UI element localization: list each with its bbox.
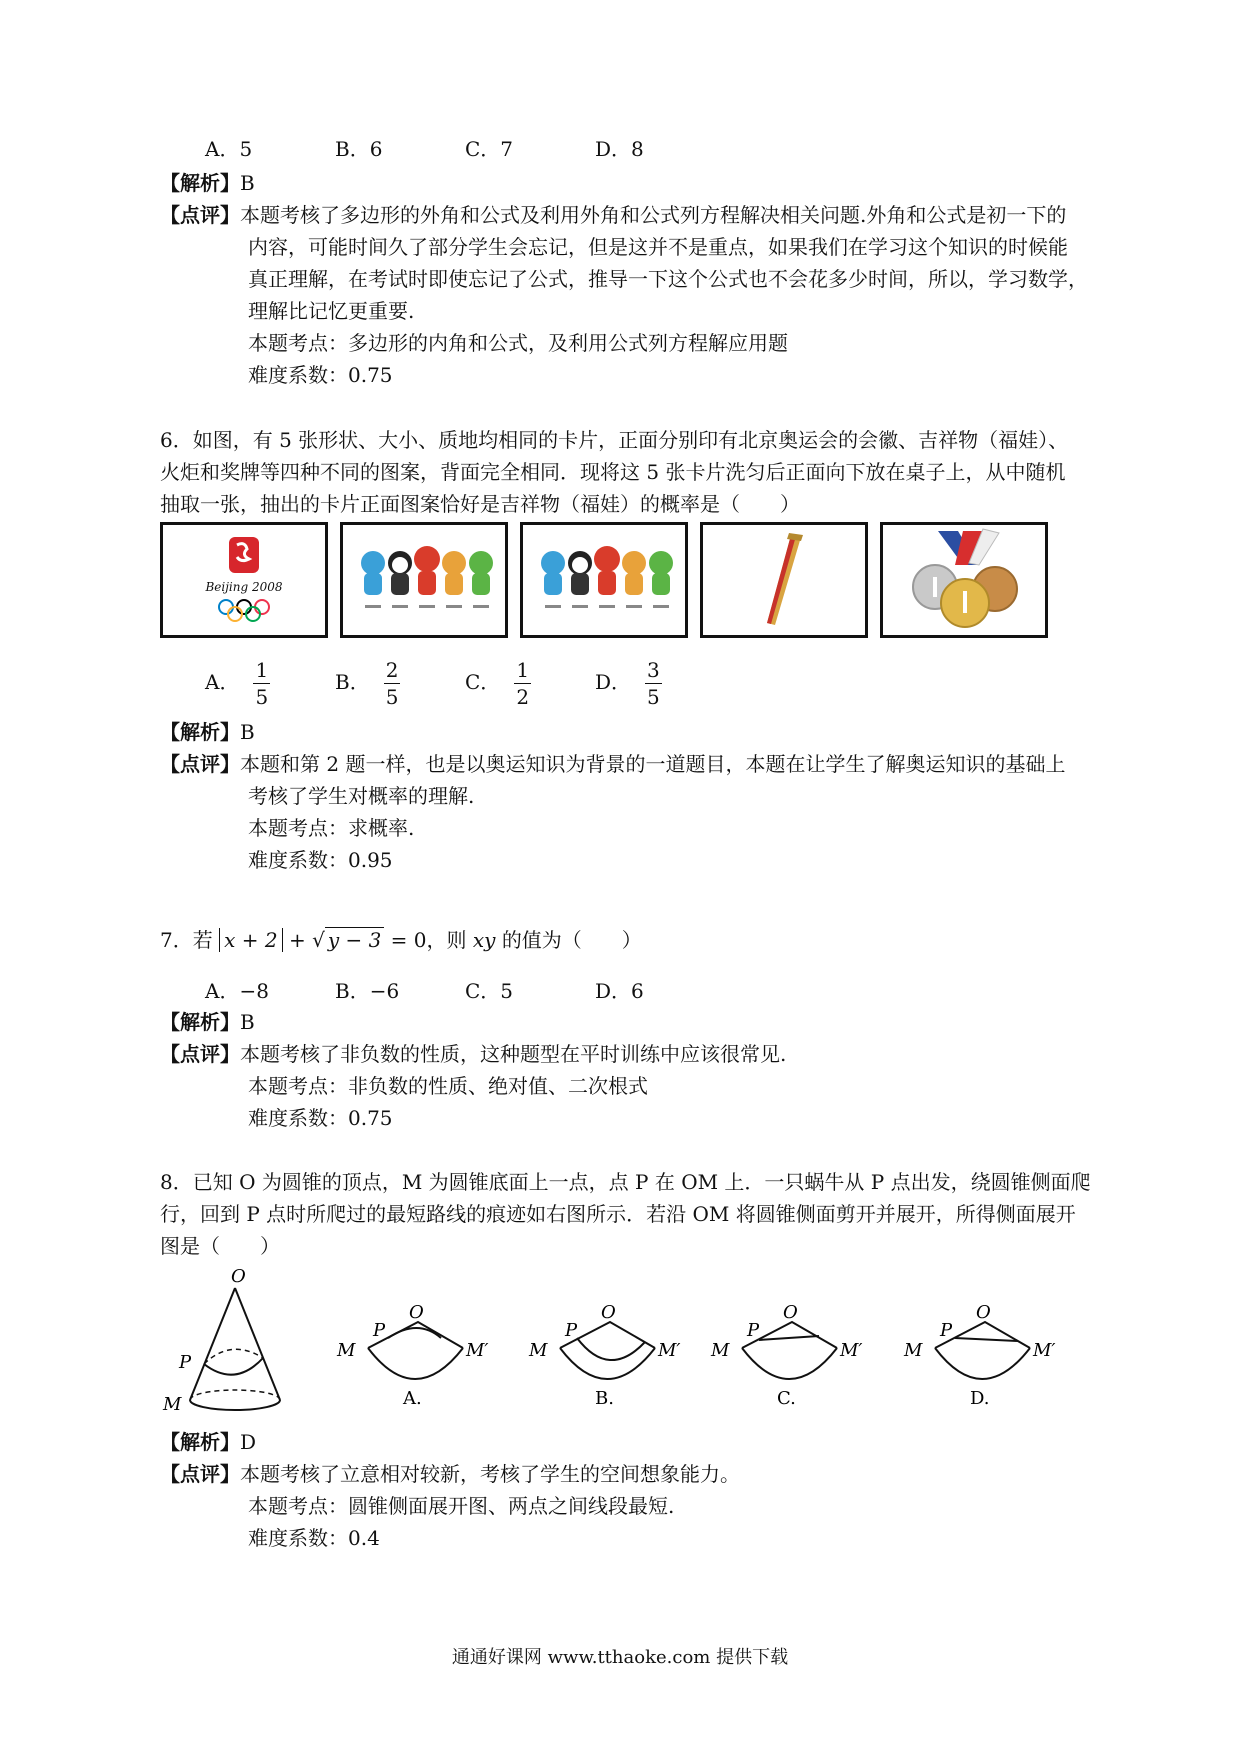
card-torch (700, 522, 868, 638)
olympic-emblem-icon (163, 525, 325, 635)
svg-text:P: P (373, 1320, 386, 1341)
option-letter: D. (970, 1388, 990, 1409)
svg-text:M′: M′ (840, 1340, 863, 1361)
numerator: 2 (385, 658, 399, 682)
svg-text:M: M (904, 1340, 923, 1361)
svg-text:P: P (747, 1320, 760, 1341)
dianping-label: 【点评】 (160, 203, 240, 227)
denominator: 2 (516, 685, 530, 709)
q6-question-line: 抽取一张，抽出的卡片正面图案恰好是吉祥物（福娃）的概率是（ ） (160, 492, 800, 516)
card-medals (880, 522, 1048, 638)
q6-option-letter: A． (205, 670, 240, 694)
q6-dianping (160, 748, 1065, 777)
svg-text:M′: M′ (658, 1340, 681, 1361)
q7-option-d: D．6 (595, 979, 644, 1003)
fraction (384, 657, 401, 710)
jiexi-label: 【解析】 (160, 1430, 240, 1454)
denominator: 5 (255, 685, 269, 709)
svg-text:O: O (976, 1302, 991, 1323)
q7-question (160, 924, 642, 953)
svg-text:O: O (409, 1302, 424, 1323)
q7-nandu: 难度系数：0.75 (248, 1106, 393, 1130)
q6-jiexi (160, 716, 255, 745)
mascots-icon (523, 525, 685, 635)
sqrt-icon: √ (312, 928, 325, 952)
q7-kaodian: 本题考点：非负数的性质、绝对值、二次根式 (248, 1074, 648, 1098)
q6-nandu: 难度系数：0.95 (248, 848, 393, 872)
label-M: M (163, 1394, 182, 1415)
emblem-text: Beijing 2008 (205, 580, 283, 594)
q7-jiexi (160, 1006, 255, 1035)
q5-option-c: C．7 (465, 137, 514, 161)
q6-option-a (205, 657, 270, 710)
numerator: 1 (516, 658, 530, 682)
q8-nandu: 难度系数：0.4 (248, 1526, 380, 1550)
svg-text:M′: M′ (466, 1340, 489, 1361)
dianping-label: 【点评】 (160, 752, 240, 776)
q7-eq: = 0，则 (390, 928, 467, 952)
q7-option-b: B．−6 (335, 979, 400, 1003)
q5-dianping (160, 199, 1066, 228)
card-emblem (160, 522, 328, 638)
svg-text:M′: M′ (1033, 1340, 1056, 1361)
q8-question-line: 行，回到 P 点时所爬过的最短路线的痕迹如右图所示．若沿 OM 将圆锥侧面剪开并展开，所得侧面展开 (160, 1202, 1076, 1226)
card-mascots (520, 522, 688, 638)
q7-option-c: C．5 (465, 979, 514, 1003)
q5-comment-line: 本题考核了多边形的外角和公式及利用外角和公式列方程解决相关问题.外角和公式是初一下的 (240, 203, 1067, 227)
q7-comment-line: 本题考核了非负数的性质，这种题型在平时训练中应该很常见. (240, 1042, 787, 1066)
label-O: O (231, 1268, 246, 1287)
q5-kaodian: 本题考点：多边形的内角和公式，及利用公式列方程解应用题 (248, 331, 788, 355)
q6-question-line: 火炬和奖牌等四种不同的图案，背面完全相同．现将这 5 张卡片洗匀后正面向下放在桌子上，从中随机 (160, 460, 1066, 484)
q8-option-c-diagram (707, 1300, 877, 1410)
fraction (253, 657, 270, 710)
q6-option-c (465, 657, 531, 710)
option-letter: B. (595, 1388, 614, 1409)
q5-option-d: D．8 (595, 137, 644, 161)
dianping-label: 【点评】 (160, 1462, 240, 1486)
q6-comment-line: 考核了学生对概率的理解. (248, 784, 475, 808)
medals-icon (883, 525, 1045, 635)
card-mascots (340, 522, 508, 638)
q5-comment-line: 内容，可能时间久了部分学生会忘记，但是这并不是重点，如果我们在学习这个知识的时候能 (248, 235, 1068, 259)
q6-option-letter: C． (465, 670, 501, 694)
q5-jiexi (160, 167, 255, 196)
svg-text:P: P (565, 1320, 578, 1341)
q7-xy: xy (472, 928, 496, 952)
q8-question-line: 图是（ ） (160, 1234, 280, 1258)
q7-dianping (160, 1038, 786, 1067)
q6-option-letter: D． (595, 670, 632, 694)
option-letter: C. (777, 1388, 796, 1409)
q8-option-a-diagram (333, 1300, 503, 1410)
svg-text:P: P (940, 1320, 953, 1341)
q5-comment-line: 真正理解，在考试时即使忘记了公式，推导一下这个公式也不会花多少时间，所以，学习数学， (248, 267, 1088, 291)
option-letter: A. (403, 1388, 422, 1409)
q7-answer: B (240, 1010, 255, 1034)
svg-text:O: O (601, 1302, 616, 1323)
denominator: 5 (385, 685, 399, 709)
page-footer: 通通好课网 www.tthaoke.com 提供下载 (451, 1647, 789, 1668)
q7-abs-expr: x + 2 (219, 928, 282, 952)
label-P: P (179, 1352, 192, 1373)
denominator: 5 (647, 685, 660, 709)
q7-sqrt-expr: y − 3 (325, 927, 385, 952)
q7-option-a: A．−8 (205, 979, 269, 1003)
dianping-label: 【点评】 (160, 1042, 240, 1066)
q6-option-letter: B． (335, 670, 370, 694)
q6-question-line: 6．如图，有 5 张形状、大小、质地均相同的卡片，正面分别印有北京奥运会的会徽、吉祥物（福娃）、 (160, 428, 1069, 452)
jiexi-label: 【解析】 (160, 720, 240, 744)
q8-answer: D (240, 1430, 257, 1454)
q6-answer: B (240, 720, 255, 744)
mascots-icon (343, 525, 505, 635)
jiexi-label: 【解析】 (160, 171, 240, 195)
q8-dianping (160, 1458, 740, 1487)
q8-kaodian: 本题考点：圆锥侧面展开图、两点之间线段最短. (248, 1494, 675, 1518)
q5-comment-line: 理解比记忆更重要. (248, 299, 415, 323)
q5-nandu: 难度系数：0.75 (248, 363, 393, 387)
q8-option-d-diagram (900, 1300, 1070, 1410)
q8-option-b-diagram (525, 1300, 695, 1410)
q7-suffix: 的值为（ ） (501, 928, 642, 952)
q8-jiexi (160, 1426, 256, 1455)
fraction (514, 657, 531, 710)
q7-prefix: 7．若 (160, 928, 213, 952)
q8-question-line: 8．已知 O 为圆锥的顶点，M 为圆锥底面上一点，点 P 在 OM 上．一只蜗牛从 P 点出发，绕圆锥侧面爬 (160, 1170, 1091, 1194)
jiexi-label: 【解析】 (160, 1010, 240, 1034)
svg-text:M: M (337, 1340, 356, 1361)
svg-text:M: M (529, 1340, 548, 1361)
svg-text:M: M (711, 1340, 730, 1361)
numerator: 1 (255, 658, 269, 682)
q5-option-a: A．5 (205, 137, 253, 161)
q6-kaodian: 本题考点：求概率. (248, 816, 415, 840)
cone-diagram (155, 1268, 295, 1418)
q5-answer: B (240, 171, 255, 195)
q6-comment-line: 本题和第 2 题一样，也是以奥运知识为背景的一道题目，本题在让学生了解奥运知识的基础上 (240, 752, 1066, 776)
q6-option-d (595, 657, 662, 710)
q6-option-b (335, 657, 400, 710)
q7-plus: + (288, 928, 306, 952)
q8-comment-line: 本题考核了立意相对较新，考核了学生的空间想象能力。 (240, 1462, 740, 1486)
svg-text:O: O (783, 1302, 798, 1323)
torch-icon (703, 525, 865, 635)
fraction (645, 657, 662, 710)
numerator: 3 (647, 658, 660, 682)
q5-option-b: B．6 (335, 137, 383, 161)
